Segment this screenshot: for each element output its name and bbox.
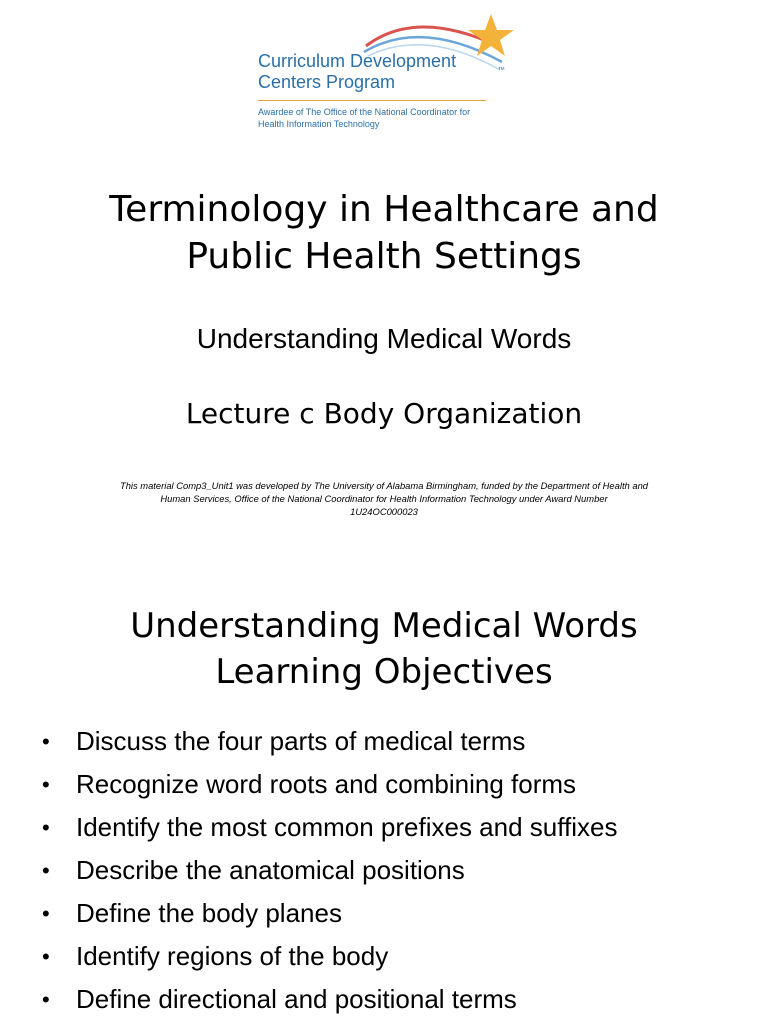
bullet-icon: • — [42, 901, 50, 926]
objectives-slide — [0, 560, 768, 1024]
objective-text: Discuss the four parts of medical terms — [76, 726, 526, 756]
logo-awardee-text — [258, 106, 498, 130]
lecture-title: Lecture c Body Organization — [185, 397, 583, 430]
objective-text: Identify regions of the body — [76, 941, 389, 971]
disclaimer-line2: Human Services, Office of the National Coordinator for Health Information Technology under Award Number — [160, 493, 608, 504]
objectives-title-line2: Learning Objectives — [215, 652, 553, 692]
disclaimer-line3: 1U24OC000023 — [350, 506, 418, 517]
objective-text: Define the body planes — [76, 898, 342, 928]
slide-title-line2: Public Health Settings — [186, 236, 582, 277]
bullet-icon: • — [42, 944, 50, 969]
slide-title — [0, 186, 768, 280]
objective-text: Identify the most common prefixes and suffixes — [76, 812, 618, 842]
objective-item — [42, 806, 617, 849]
slide-title-line1: Terminology in Healthcare and — [109, 189, 659, 230]
objective-item — [42, 763, 617, 806]
objectives-title-line1: Understanding Medical Words — [130, 606, 638, 646]
bullet-icon: • — [42, 729, 50, 754]
cdcp-logo — [246, 8, 522, 146]
slide-subtitle: Understanding Medical Words — [196, 323, 572, 354]
objective-item — [42, 935, 617, 978]
objective-item — [42, 849, 617, 892]
objective-text: Describe the anatomical positions — [76, 855, 465, 885]
logo-divider — [258, 100, 486, 101]
logo-line2: Centers Program — [258, 72, 396, 92]
logo-award-line1: Awardee of The Office of the National Coordinator for — [258, 107, 471, 117]
logo-tm: TM — [498, 66, 505, 71]
bullet-icon: • — [42, 858, 50, 883]
objectives-title — [0, 603, 768, 695]
bullet-icon: • — [42, 815, 50, 840]
funding-disclaimer — [80, 479, 688, 518]
bullet-icon: • — [42, 987, 50, 1012]
objective-text: Recognize word roots and combining forms — [76, 769, 577, 799]
objectives-list — [42, 720, 617, 1021]
logo-award-line2: Health Information Technology — [258, 119, 380, 129]
objective-text: Define directional and positional terms — [76, 984, 517, 1014]
bullet-icon: • — [42, 772, 50, 797]
objective-item — [42, 720, 617, 763]
objective-item — [42, 892, 617, 935]
disclaimer-line1: This material Comp3_Unit1 was developed by The University of Alabama Birmingham, funded by the Department of Health and — [119, 480, 649, 491]
objective-item — [42, 978, 617, 1021]
logo-line1: Curriculum Development — [258, 51, 457, 71]
